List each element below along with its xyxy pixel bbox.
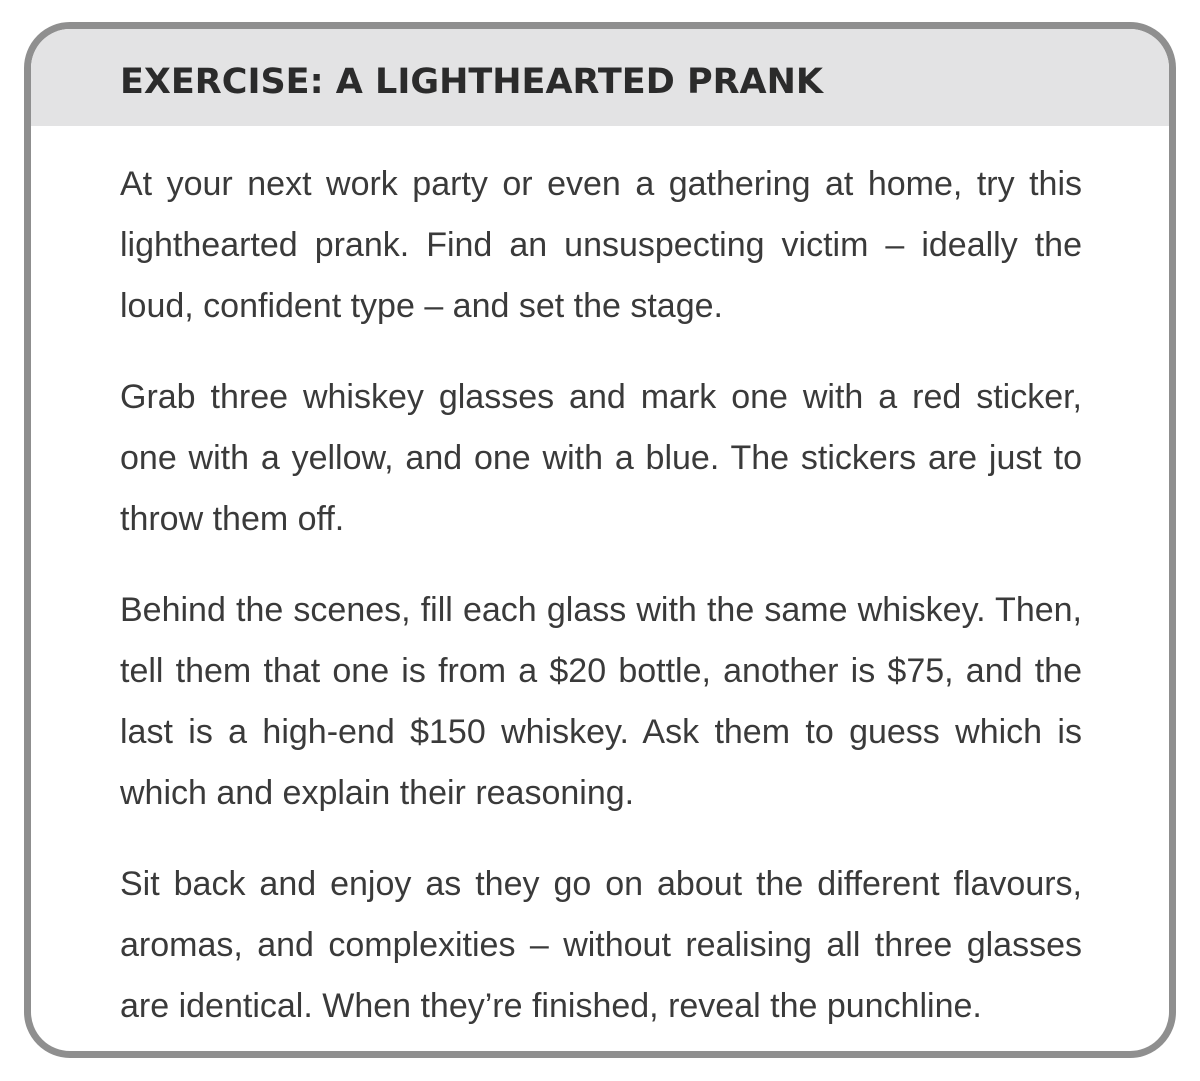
exercise-title: EXERCISE: A LIGHTHEARTED PRANK (120, 62, 824, 102)
paragraph-intro: At your next work party or even a gathering at home, try this lighthearted prank. Find an unsuspecting victim – ideally the loud, confident type – and set the stage. (120, 165, 1082, 325)
paragraph-pour: Behind the scenes, fill each glass with the same whiskey. Then, tell them that one is from a $20 bottle, another is $75, and the last is a high-end $150 whiskey. Ask them to guess which is which and explain their reasoning. (120, 591, 1082, 812)
paragraph-reveal: Sit back and enjoy as they go on about the different flavours, aromas, and complexities – without realising all three glasses are identical. When they’re finished, reveal the punchline. (120, 865, 1082, 1025)
exercise-header (31, 29, 1169, 126)
exercise-body (120, 154, 1082, 1037)
paragraph-glasses: Grab three whiskey glasses and mark one with a red sticker, one with a yellow, and one with a blue. The stickers are just to throw them off. (120, 378, 1082, 538)
exercise-box (24, 22, 1176, 1058)
